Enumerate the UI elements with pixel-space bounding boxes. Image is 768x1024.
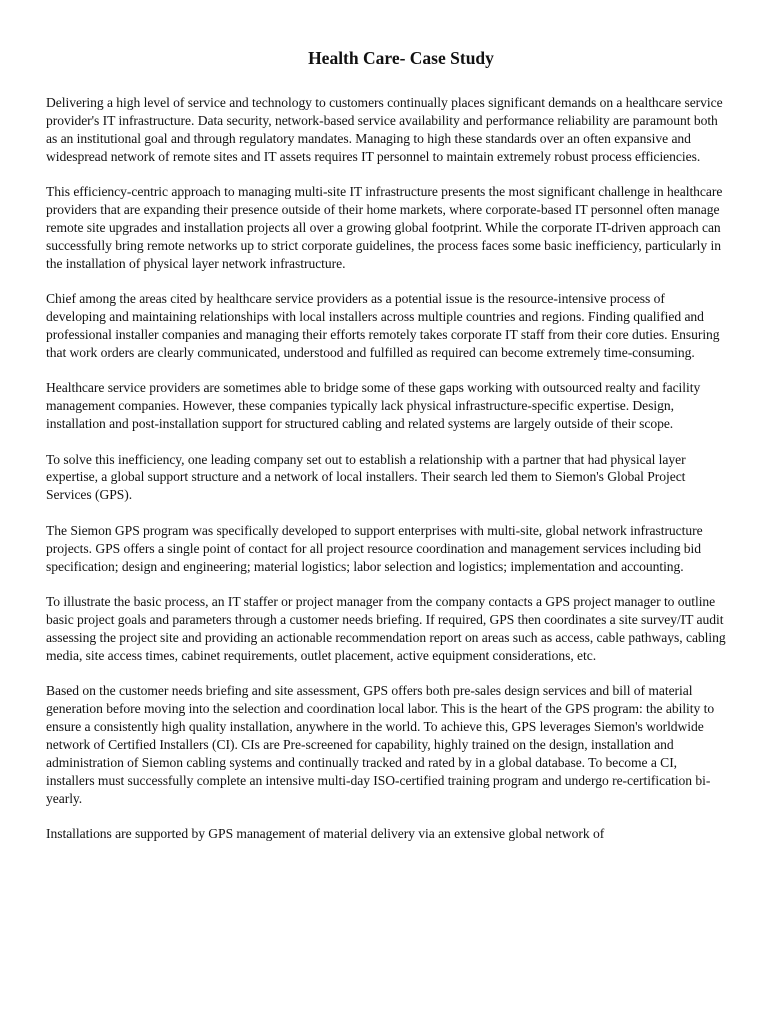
- document-page: [46, 46, 726, 843]
- page-title: Health Care- Case Study: [308, 48, 494, 68]
- paragraph-9: Installations are supported by GPS management of material delivery via an extensive global network of: [46, 825, 605, 841]
- paragraph-6: The Siemon GPS program was specifically developed to support enterprises with multi-site, global network infrastructure projects. GPS offers a single point of contact for all project resource coordination and management services including bid specification; design and engineering; material logistics; labor selection and logistics; implementation and accounting.: [46, 522, 703, 574]
- paragraph-8: Based on the customer needs briefing and site assessment, GPS offers both pre-sales design services and bill of material generation before moving into the selection and coordination local labor. This is the heart of the GPS program: the ability to ensure a consistently high quality installation, anywhere in the world. To achieve this, GPS leverages Siemon's worldwide network of Certified Installers (CI). CIs are Pre-screened for capability, highly trained on the design, installation and administration of Siemon cabling systems and continually tracked and rated by in a global database. To become a CI, installers must successfully complete an intensive multi-day ISO-certified training program and undergo re-certification bi-yearly.: [46, 683, 715, 806]
- paragraph-4: Healthcare service providers are sometimes able to bridge some of these gaps working with outsourced realty and facility management companies. However, these companies typically lack physical infrastructure-specific expertise. Design, installation and post-installation support for structured cabling and related systems are largely outside of their scope.: [46, 380, 701, 432]
- paragraph-1: Delivering a high level of service and technology to customers continually places significant demands on a healthcare service provider's IT infrastructure. Data security, network-based service availability and performance reliability are paramount both as an institutional goal and through regulatory mandates. Managing to high these standards over an often expansive and widespread network of remote sites and IT assets requires IT personnel to maintain extremely robust process efficiencies.: [46, 95, 723, 164]
- paragraph-3: Chief among the areas cited by healthcare service providers as a potential issue is the resource-intensive process of developing and maintaining relationships with local installers across multiple countries and regions. Finding qualified and professional installer companies and managing their efforts remotely takes corporate IT staff from their core duties. Ensuring that work orders are clearly communicated, understood and fulfilled as required can become extremely time-consuming.: [46, 291, 720, 360]
- paragraph-5: To solve this inefficiency, one leading company set out to establish a relationship with a partner that had physical layer expertise, a global support structure and a network of local installers. Their search led them to Siemon's Global Project Services (GPS).: [46, 451, 686, 503]
- paragraph-2: This efficiency-centric approach to managing multi-site IT infrastructure presents the most significant challenge in healthcare providers that are expanding their presence outside of their home markets, where corporate-based IT personnel often manage remote site upgrades and installation projects all over a growing global footprint. While the corporate IT-driven approach can successfully bring remote networks up to strict corporate guidelines, the process faces some basic inefficiency, particularly in the installation of physical layer network infrastructure.: [46, 184, 723, 271]
- paragraph-7: To illustrate the basic process, an IT staffer or project manager from the company contacts a GPS project manager to outline basic project goals and parameters through a customer needs briefing. If required, GPS then coordinates a site survey/IT audit assessing the project site and providing an actionable recommendation report on areas such as access, cable pathways, cabling media, site access times, cabinet requirements, outlet placement, active equipment considerations, etc.: [46, 593, 726, 663]
